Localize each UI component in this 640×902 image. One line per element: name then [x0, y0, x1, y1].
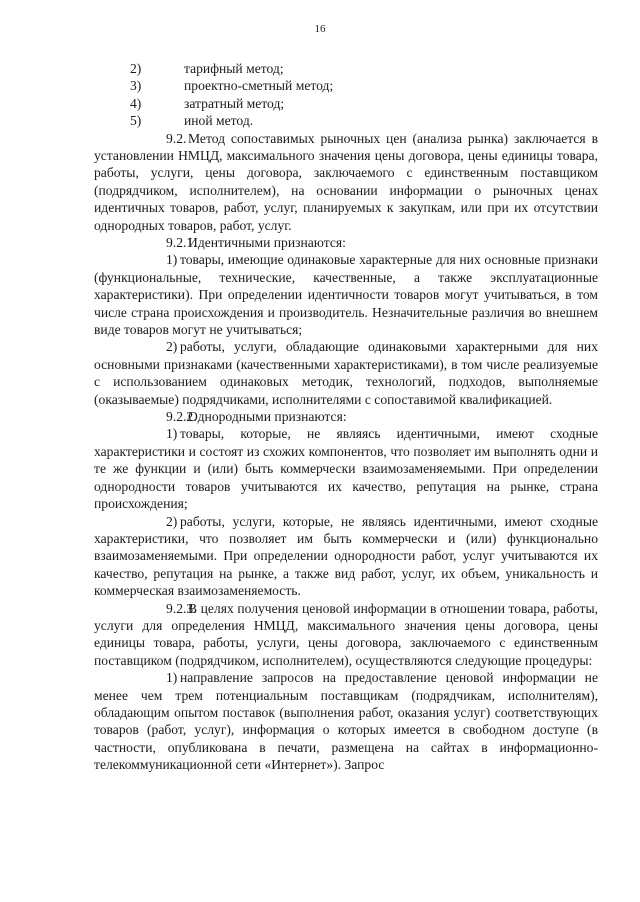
item-text: товары, имеющие одинаковые характерные для них основные признаки (функциональные, технические, качественные, а также эксплуатационные характеристики). При определении идентичности товаров могут учитываться, в том числе страна происхождения и производитель. Незначительные различия во внешнем виде товаров могут не учитываться; [94, 252, 598, 338]
list-item-text: проектно-сметный метод; [184, 78, 334, 94]
list-item-text: иной метод. [184, 113, 254, 129]
section-9-2-2-item [94, 513, 598, 600]
document-body [94, 60, 598, 774]
section-9-2-3-item [94, 669, 598, 773]
section-number: 9.2.2. [166, 409, 197, 425]
section-9-2-3 [94, 600, 598, 670]
section-number: 9.2.1. [166, 235, 197, 250]
section-text: В целях получения ценовой информации в отношении товара, работы, услуги для определения НМЦД, максимального значения цены договора, цены единицы товара, работы, услуги, цены договора, заключаемого с единственным поставщиком (подрядчиком, исполнителем), осуществляются следующие процедуры: [94, 600, 598, 668]
list-item-number: 4) [130, 95, 142, 111]
section-9-2 [94, 130, 598, 234]
section-9-2-1 [94, 234, 598, 251]
item-number: 2) [166, 339, 178, 355]
item-text: работы, услуги, обладающие одинаковыми характерными для них основными признаками (качественными характеристиками), в том числе реализуемые с использованием одинаковых методик, технологий, подходов, выполняемые (оказываемые) подрядчиками, исполнителями с сопоставимой квалификацией. [94, 339, 598, 407]
item-text: товары, которые, не являясь идентичными, имеют сходные характеристики и состоят из схожих компонентов, что позволяет им выполнять одни и те же функции и (или) быть коммерчески взаимозаменяемыми. При определении однородности товаров учитываются их качество, репутация на рынке, страна происхождения; [94, 426, 598, 512]
section-9-2-1-item [94, 338, 598, 408]
section-text: Метод сопоставимых рыночных цен (анализа рынка) заключается в установлении НМЦД, максимального значения цены договора, цены единицы товара, работы, услуги, цены договора, заключаемого с единственным поставщиком (подрядчиком, исполнителем), на основании информации о рыночных ценах идентичных товаров, работ, услуг, планируемых к закупкам, или при их отсутствии однородных товаров, работ, услуг. [94, 130, 598, 233]
list-item [94, 112, 598, 129]
list-item-number: 2) [130, 61, 142, 76]
item-number: 1) [166, 670, 178, 686]
section-text: Идентичными признаются: [188, 235, 346, 250]
section-number: 9.2.3. [166, 600, 197, 616]
list-item-number: 5) [130, 113, 142, 129]
list-item-text: тарифный метод; [184, 61, 284, 76]
item-number: 1) [166, 252, 178, 268]
section-9-2-2-item [94, 425, 598, 512]
page-number: 16 [314, 23, 326, 35]
item-number: 2) [166, 513, 178, 529]
list-item-text: затратный метод; [184, 95, 285, 111]
item-text: работы, услуги, которые, не являясь идентичными, имеют сходные характеристики, что позволяет им быть коммерчески и (или) функционально взаимозаменяемыми. При определении однородности работ, услуг учитываются их качество, репутация на рынке, а также вид работ, услуг, их объем, уникальность и коммерческая взаимозаменяемость. [94, 513, 598, 599]
item-number: 1) [166, 426, 178, 442]
list-item [94, 60, 598, 77]
section-text: Однородными признаются: [188, 409, 347, 425]
list-item [94, 95, 598, 112]
section-9-2-1-item [94, 251, 598, 338]
list-item-number: 3) [130, 78, 142, 94]
section-number: 9.2. [166, 130, 187, 146]
item-text: направление запросов на предоставление ценовой информации не менее чем трем потенциальным поставщикам (подрядчикам, исполнителям), обладающим опытом поставок (выполнения работ, оказания услуг) соответствующих товаров (работ, услуг), информация о которых имеется в свободном доступе (в частности, опубликована в печати, размещена на сайтах в информационно-телекоммуникационной сети «Интернет»). Запрос [94, 670, 598, 773]
section-9-2-2 [94, 408, 598, 425]
list-item [94, 77, 598, 94]
